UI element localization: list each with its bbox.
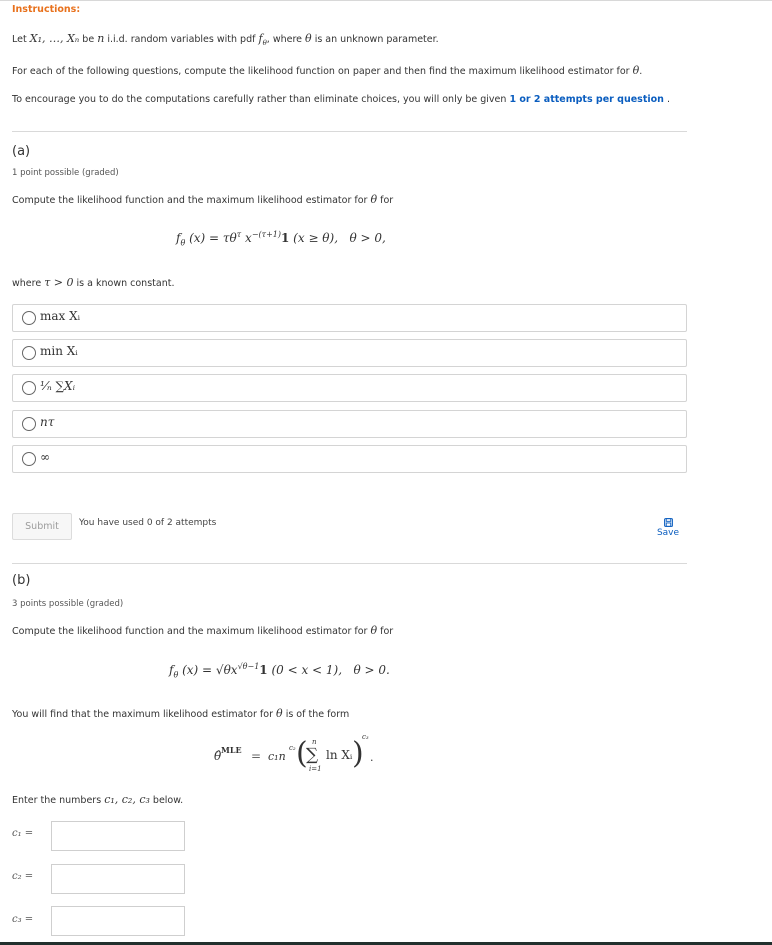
part-a-prompt: Compute the likelihood function and the maximum likelihood estimator for θ for — [12, 193, 394, 206]
divider — [12, 131, 687, 132]
left-paren: ( — [296, 736, 308, 771]
choice-max[interactable]: max Xᵢ — [12, 304, 687, 332]
compute-line: For each of the following questions, compute the likelihood function on paper and then find the maximum likelihood estimator for θ. — [12, 64, 643, 77]
choice-ntau[interactable]: nτ — [12, 410, 687, 438]
part-b-formula: $f_\theta$ $(x) = √\theta x^{√\theta-1}1$ (0 < x < 1), θ > 0. — [169, 662, 390, 680]
encourage-line: To encourage you to do the computations carefully rather than eliminate choices, you will only be given 1 or 2 attempts per question . — [12, 94, 670, 105]
top-border — [0, 0, 772, 1]
enter-line: Enter the numbers c₁, c₂, c₃ below. — [12, 793, 184, 806]
submit-button[interactable]: Submit — [12, 513, 72, 540]
attempts-highlight: 1 or 2 attempts per question — [509, 94, 664, 105]
right-paren: ) — [352, 736, 364, 771]
choice-min[interactable]: min Xᵢ — [12, 339, 687, 367]
radio-button[interactable] — [22, 417, 36, 431]
part-a-formula: $f_\theta$ $(x) = \tau\theta^\tau$ $x^{-(\tau+1)}1$ (x ≥ θ), θ > 0, — [176, 230, 386, 248]
c3-label: c₃ = — [12, 914, 34, 925]
choice-infinity[interactable]: ∞ — [12, 445, 687, 473]
radio-button[interactable] — [22, 346, 36, 360]
save-button[interactable]: Save — [654, 518, 682, 538]
c3-input[interactable] — [51, 906, 185, 936]
part-b-points: 3 points possible (graded) — [12, 599, 124, 609]
part-b-label: (b) — [12, 573, 31, 588]
part-a-where: where τ > 0 is a known constant. — [12, 276, 175, 289]
radio-button[interactable] — [22, 452, 36, 466]
c1-input[interactable] — [51, 821, 185, 851]
c2-label: c₂ = — [12, 871, 34, 882]
c2-input[interactable] — [51, 864, 185, 894]
part-a-label: (a) — [12, 144, 31, 159]
attempts-text: You have used 0 of 2 attempts — [79, 518, 217, 528]
part-b-find: You will find that the maximum likelihood estimator for θ is of the form — [12, 707, 350, 720]
divider — [12, 563, 687, 564]
part-b-prompt: Compute the likelihood function and the maximum likelihood estimator for θ for — [12, 624, 394, 637]
save-icon — [664, 518, 673, 527]
part-a-points: 1 point possible (graded) — [12, 168, 119, 178]
intro-line: Let X₁, …, Xₙ be n i.i.d. random variables with pdf $f_\theta$, where θ is an unknown parameter. — [12, 32, 439, 48]
c1-label: c₁ = — [12, 828, 34, 839]
choice-mean[interactable]: ¹⁄ₙ ∑Xᵢ — [12, 374, 687, 402]
radio-button[interactable] — [22, 311, 36, 325]
instructions-title: Instructions: — [12, 4, 81, 15]
radio-button[interactable] — [22, 381, 36, 395]
